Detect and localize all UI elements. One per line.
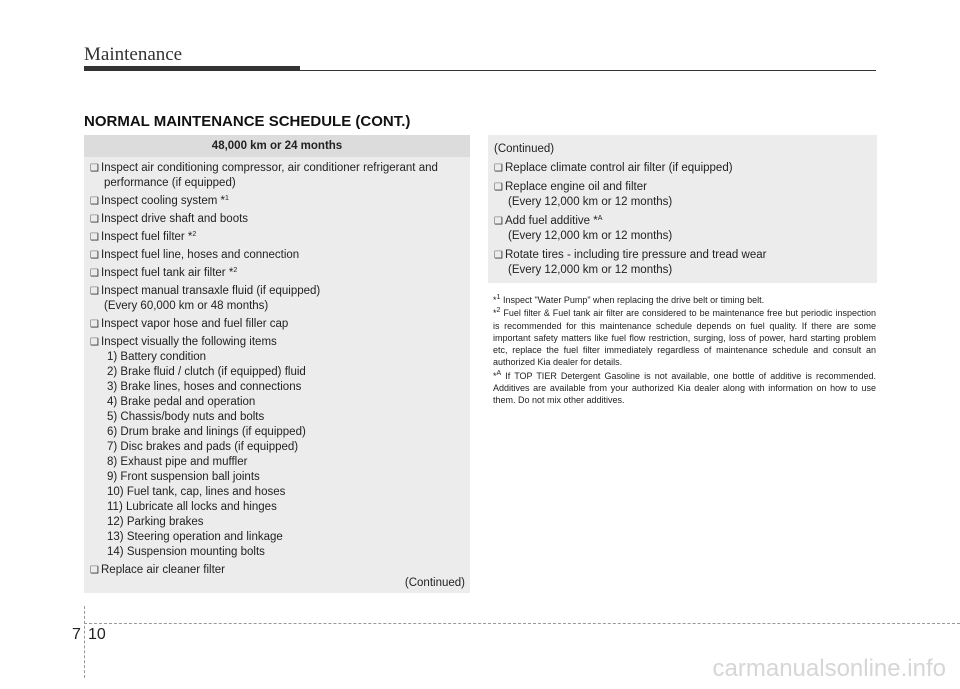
section-title: NORMAL MAINTENANCE SCHEDULE (CONT.) [84,113,411,130]
list-item: ❑ Inspect visually the following items 1) Battery condition 2) Brake fluid / clutch (if equipped) fluid 3) Brake lines, hoses and connections 4) Brake pedal and operation 5) Chassis/body nuts and bolts 6) Drum brake and linings (if equipped) 7) Disc brakes and pads (if equipped) 8) Exhaust pipe and muffler 9) Front suspension ball joints 10) Fuel tank, cap, lines and hoses 11) Lubricate all locks and hinges 12) Parking brakes 13) Steering operation and linkage 14) Suspension mounting bolts [90,335,462,560]
sub-item: 8) Exhaust pipe and muffler [107,456,248,468]
header-rule [300,70,876,71]
checkbox-square-icon: ❑ [90,268,99,279]
checkbox-square-icon: ❑ [494,250,503,261]
footer-rule [84,623,960,624]
chapter-number: 7 [72,626,81,643]
sub-item: 2) Brake fluid / clutch (if equipped) fluid [107,366,306,378]
footnote: *$^2$ Fuel filter & Fuel tank air filter are considered to be maintenance free but periodic inspection is recommended for this maintenance schedule depends on fuel quality. If there are some important safety matters like fuel flow restriction, surging, loss of power, hard starting problem etc, replace the fuel filter immediately regardless of maintenance schedule and consult an authorized Kia dealer for details. [493,307,876,368]
schedule-right-column [488,135,877,283]
sub-item: 9) Front suspension ball joints [107,471,260,483]
right-checklist [488,155,877,278]
list-item: ❑ Inspect fuel filter *$^2$ [90,231,197,243]
checkbox-square-icon: ❑ [90,565,99,576]
continued-label: (Continued) [494,143,555,155]
checkbox-square-icon: ❑ [90,286,99,297]
list-item: ❑ Inspect drive shaft and boots [90,213,249,225]
sub-item: 13) Steering operation and linkage [107,531,283,543]
sub-item: 3) Brake lines, hoses and connections [107,381,302,393]
continued-label: (Continued) [404,577,465,589]
sub-item: 12) Parking brakes [107,516,204,528]
header-bar [84,66,300,71]
checkbox-square-icon: ❑ [90,196,99,207]
sub-item: 6) Drum brake and linings (if equipped) [107,426,306,438]
list-item: ❑ Replace engine oil and filter (Every 12,000 km or 12 months) [494,181,673,208]
footnotes [493,294,876,408]
sub-item: 14) Suspension mounting bolts [107,546,265,558]
checkbox-square-icon: ❑ [494,182,503,193]
list-item: ❑ Inspect cooling system *$^1$ [90,195,229,207]
list-item: ❑ Inspect fuel tank air filter *$^2$ [90,267,238,279]
sub-item: 4) Brake pedal and operation [107,396,256,408]
list-item: ❑ Rotate tires - including tire pressure and tread wear (Every 12,000 km or 12 months) [494,249,767,276]
sub-item: 7) Disc brakes and pads (if equipped) [107,441,299,453]
sub-item: 11) Lubricate all locks and hinges [107,501,277,513]
page-number: 10 [88,626,106,643]
list-item: ❑ Replace air cleaner filter [90,564,226,576]
sub-item: 10) Fuel tank, cap, lines and hoses [107,486,286,498]
sub-item: 1) Battery condition [107,351,207,363]
list-item: ❑ Inspect air conditioning compressor, air conditioner refrigerant and performance (if equipped) [90,162,438,189]
list-item: ❑ Inspect vapor hose and fuel filler cap [90,318,289,330]
interval-header: 48,000 km or 24 months [84,135,470,157]
checkbox-square-icon: ❑ [90,250,99,261]
checkbox-square-icon: ❑ [90,232,99,243]
list-item: ❑ Add fuel additive *$^A$ (Every 12,000 km or 12 months) [494,215,673,242]
sub-item: 5) Chassis/body nuts and bolts [107,411,265,423]
footnote: *$^A$ If TOP TIER Detergent Gasoline is not available, one bottle of additive is recommended. Additives are available from your authorized Kia dealer along with information on how to use them. Do not mix other additives. [493,369,876,406]
list-item: ❑ Inspect fuel line, hoses and connection [90,249,300,261]
checkbox-square-icon: ❑ [90,214,99,225]
page-header-title: Maintenance [84,44,183,65]
checkbox-square-icon: ❑ [90,337,99,348]
schedule-left-column [84,135,470,593]
checkbox-square-icon: ❑ [494,216,503,227]
list-item: ❑ Inspect manual transaxle fluid (if equipped) (Every 60,000 km or 48 months) [90,285,321,312]
checkbox-square-icon: ❑ [494,163,503,174]
checkbox-square-icon: ❑ [90,319,99,330]
footer-divider [84,606,85,678]
watermark: carmanualsonline.info [712,655,946,682]
footnote: *$^1$ Inspect "Water Pump" when replacing the drive belt or timing belt. [493,294,765,305]
checkbox-square-icon: ❑ [90,163,99,174]
list-item: ❑ Replace climate control air filter (if equipped) [494,162,733,174]
left-checklist [84,157,470,578]
